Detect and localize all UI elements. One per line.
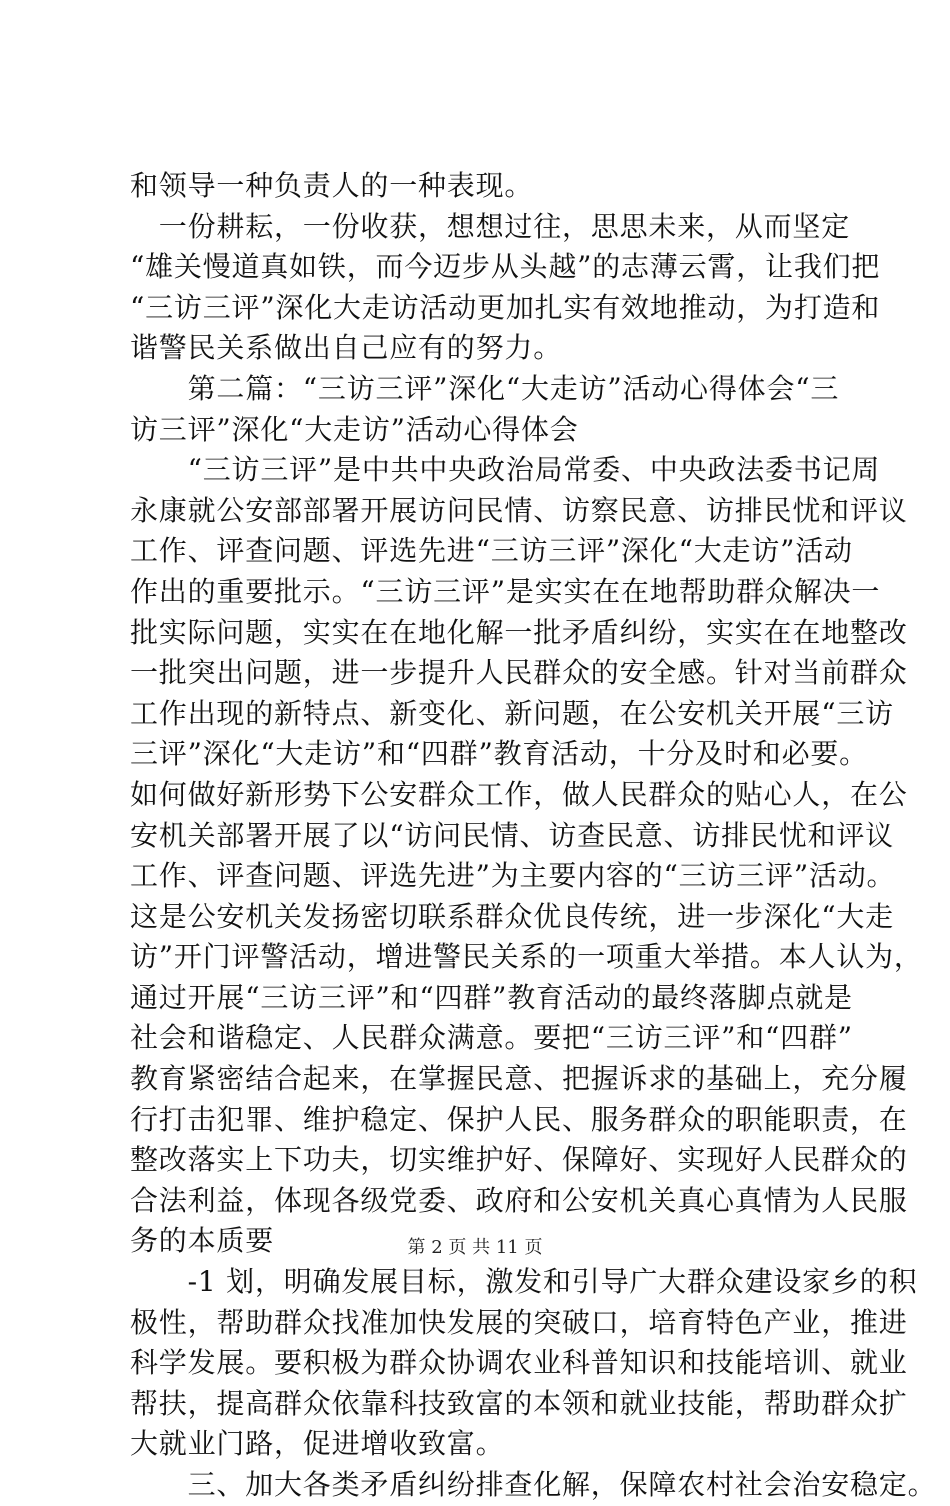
text-line: “三访三评”是中共中央政治局常委、中央政法委书记周: [130, 453, 881, 487]
text-line: 极性，帮助群众找准加快发展的突破口，培育特色产业，推进: [130, 1305, 908, 1339]
text-line: 一批突出问题，进一步提升人民群众的安全感。针对当前群众: [130, 656, 908, 690]
document-body: [130, 166, 937, 1506]
text-line: 工作、评查问题、评选先进“三访三评”深化“大走访”活动: [130, 534, 853, 568]
text-line: 行打击犯罪、维护稳定、保护人民、服务群众的职能职责，在: [130, 1102, 908, 1136]
text-line: 访”开门评警活动，增进警民关系的一项重大举措。本人认为，: [130, 940, 923, 974]
text-line: 谐警民关系做出自己应有的努力。: [130, 331, 563, 365]
text-line: 帮扶，提高群众依靠科技致富的本领和就业技能，帮助群众扩: [130, 1386, 908, 1420]
text-line: 教育紧密结合起来，在掌握民意、把握诉求的基础上，充分履: [130, 1062, 908, 1096]
section-heading-line: 访三评”深化“大走访”活动心得体会: [130, 412, 579, 446]
text-line: 大就业门路，促进增收致富。: [130, 1427, 505, 1461]
text-line: 科学发展。要积极为群众协调农业科普知识和技能培训、就业: [130, 1346, 908, 1380]
text-line: 一份耕耘，一份收获，想想过往，思思未来，从而坚定: [130, 209, 851, 243]
text-line: 作出的重要批示。“三访三评”是实实在在地帮助群众解决一: [130, 574, 881, 608]
text-line: 三评”深化“大走访”和“四群”教育活动，十分及时和必要。: [130, 737, 868, 771]
text-line: 务的本质要: [130, 1224, 275, 1258]
section-heading-line: 第二篇：“三访三评”深化“大走访”活动心得体会“三: [130, 371, 840, 405]
text-line: 和领导一种负责人的一种表现。: [130, 169, 534, 202]
text-line: 通过开展“三访三评”和“四群”教育活动的最终落脚点就是: [130, 980, 853, 1014]
text-line: 合法利益，体现各级党委、政府和公安机关真心真情为人民服: [130, 1183, 908, 1217]
text-line: 工作、评查问题、评选先进”为主要内容的“三访三评”活动。: [130, 859, 896, 893]
text-line: 永康就公安部部署开展访问民情、访察民意、访排民忧和评议: [130, 493, 908, 527]
text-line: “三访三评”深化大走访活动更加扎实有效地推动，为打造和: [130, 290, 881, 324]
text-line: 批实际问题，实实在在地化解一批矛盾纠纷，实实在在地整改: [130, 615, 908, 649]
text-line: 这是公安机关发扬密切联系群众优良传统，进一步深化“大走: [130, 899, 894, 933]
text-line: 社会和谐稳定、人民群众满意。要把“三访三评”和“四群”: [130, 1021, 853, 1055]
text-line: 工作出现的新特点、新变化、新问题，在公安机关开展“三访: [130, 696, 894, 730]
text-line: 整改落实上下功夫，切实维护好、保障好、实现好人民群众的: [130, 1143, 908, 1177]
section-heading-line: 三、加大各类矛盾纠纷排查化解，保障农村社会治安稳定。: [130, 1468, 937, 1501]
text-line: 如何做好新形势下公安群众工作，做人民群众的贴心人，在公: [130, 777, 908, 811]
text-line: “雄关慢道真如铁，而今迈步从头越”的志薄云霄，让我们把: [130, 250, 881, 284]
text-line: -1 划，明确发展目标，激发和引导广大群众建设家乡的积: [130, 1265, 918, 1299]
page-number-footer: 第 2 页 共 11 页: [407, 1237, 543, 1258]
text-line: 安机关部署开展了以“访问民情、访查民意、访排民忧和评议: [130, 818, 894, 852]
